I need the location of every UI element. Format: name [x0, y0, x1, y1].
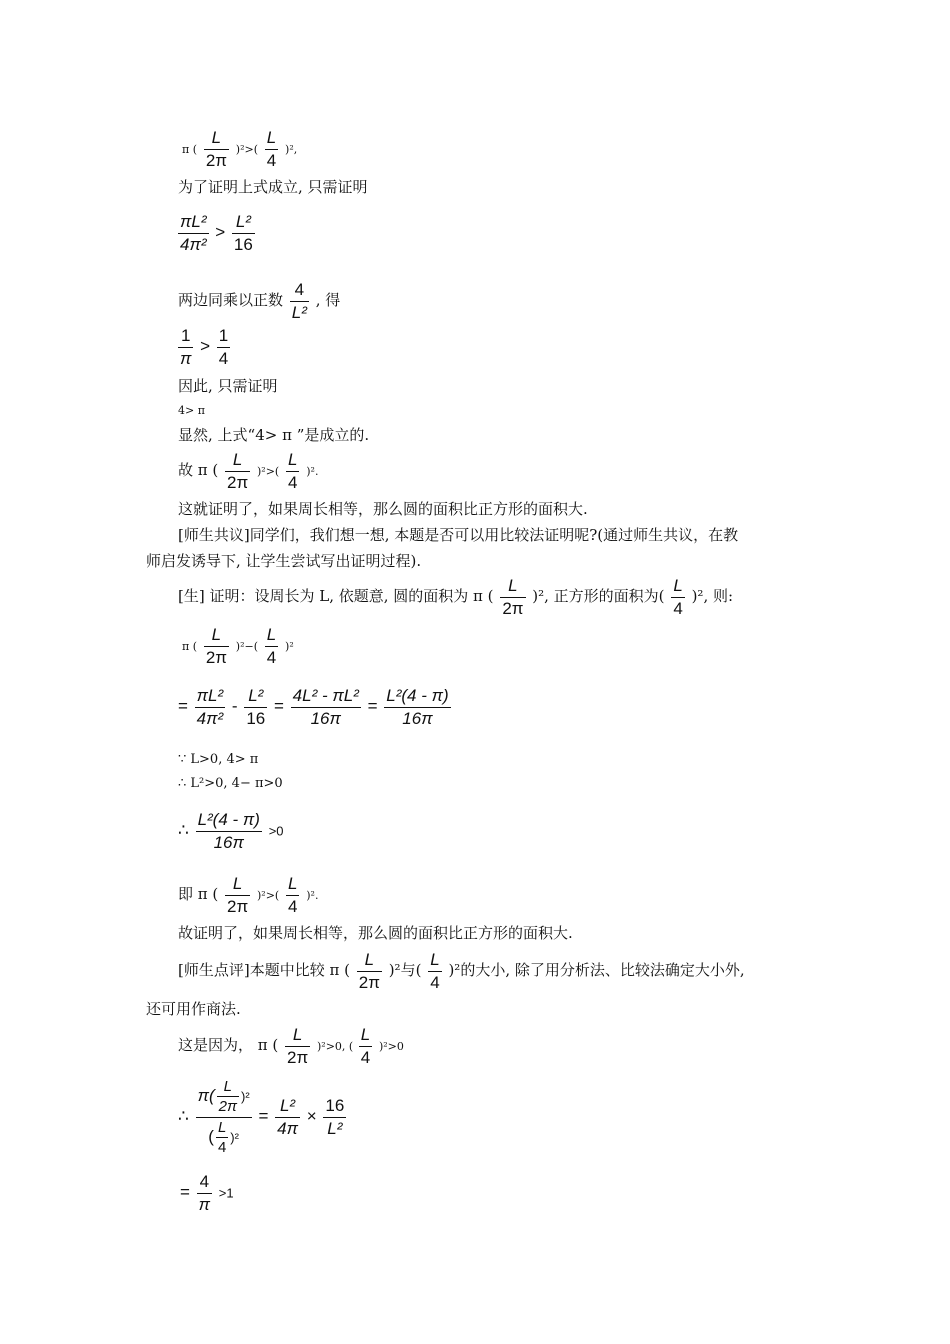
- text-line: [师生共议]同学们，我们想一想, 本题是否可以用比较法证明呢?(通过师生共议，在教: [178, 526, 739, 544]
- text-line: 4> π: [178, 404, 205, 417]
- compound-numerator: π( $\frac{L}{2\pi}$ )²: [196, 1078, 252, 1118]
- text-fragment: )², 则:: [691, 587, 734, 606]
- fraction: $\frac{L}{2\pi}$: [205, 625, 227, 667]
- text-fragment: >1: [218, 1185, 234, 1201]
- proof-line: [178, 576, 733, 618]
- text-fragment: )².: [306, 465, 319, 479]
- fraction: $\frac{1}{4}$: [218, 326, 229, 368]
- therefore-fraction-line: [178, 810, 284, 852]
- operator: ×: [306, 1106, 317, 1126]
- text-fragment: )².: [306, 889, 319, 903]
- text-fragment: )²,: [285, 143, 298, 157]
- fraction: $\frac{L}{4}$: [673, 576, 683, 618]
- text-fragment: )²>(: [257, 889, 280, 903]
- therefore-symbol: ∴: [178, 820, 189, 841]
- text-fragment: 这是因为， π (: [178, 1036, 279, 1055]
- text-line: 还可用作商法.: [146, 1000, 241, 1018]
- text-fragment: [师生点评]本题中比较 π (: [178, 961, 350, 980]
- operator: -: [231, 696, 238, 716]
- compound-denominator: ( $\frac{L}{4}$ )²: [208, 1118, 239, 1156]
- fraction: $\frac{L}{4}$: [430, 950, 440, 992]
- expansion-line: [178, 686, 453, 728]
- text-line: 故证明了，如果周长相等，那么圆的面积比正方形的面积大.: [178, 924, 573, 942]
- fraction: $\frac{1}{\pi}$: [180, 326, 192, 368]
- operator: =: [178, 696, 188, 716]
- text-fragment: )²与(: [388, 961, 422, 980]
- therefore-line: ∴ L²>0, 4− π>0: [178, 776, 283, 791]
- fraction: $\frac{L}{4}$: [288, 874, 298, 916]
- positivity-line: [178, 1025, 404, 1067]
- fraction: $\frac{\text{L²(4 - π)}}{16\pi}$: [386, 686, 449, 728]
- operator: =: [180, 1182, 190, 1202]
- fraction: $\frac{L}{2\pi}$: [227, 874, 249, 916]
- therefore-symbol: ∴: [178, 1106, 189, 1127]
- text-fragment: 两边同乘以正数: [178, 291, 284, 310]
- inequality-line-3: [176, 212, 257, 254]
- text-line: 因此, 只需证明: [178, 377, 278, 395]
- because-line: ∵ L>0, 4> π: [178, 752, 259, 767]
- operator: >: [215, 222, 226, 242]
- operator: >: [200, 336, 211, 356]
- comment-line: [178, 950, 745, 992]
- fraction: $\frac{L}{4}$: [266, 128, 277, 170]
- text-line: 显然, 上式“4> π ”是成立的.: [178, 426, 370, 444]
- fraction: $\frac{16}{\text{L²}}$: [325, 1095, 345, 1138]
- result-line: [178, 874, 318, 916]
- fraction: $\frac{\text{πL²}}{\text{4π²}}$: [196, 686, 224, 728]
- fraction: $\frac{L}{4}$: [266, 625, 277, 667]
- fraction: $\frac{\text{L²}}{16}$: [233, 212, 253, 254]
- operator: =: [258, 1106, 269, 1126]
- operator: =: [367, 696, 378, 716]
- fraction: $\frac{\text{L²}}{4\pi}$: [277, 1095, 298, 1138]
- text-with-fraction: [178, 280, 340, 322]
- fraction: $\frac{\text{L²}}{16}$: [246, 686, 266, 728]
- operator: =: [273, 696, 284, 716]
- text-fragment: 故 π (: [178, 461, 219, 480]
- text-fragment: )²>(: [257, 465, 280, 479]
- text-fragment: )²>0: [378, 1040, 404, 1054]
- fraction: $\frac{L}{2\pi}$: [227, 450, 249, 492]
- difference-line: [182, 625, 294, 667]
- fraction: $\frac{L}{4}$: [288, 450, 298, 492]
- text-fragment: π (: [182, 640, 198, 654]
- text-fragment: [生] 证明：设周长为 L, 依题意, 圆的面积为 π (: [178, 587, 494, 606]
- text-fragment: >0: [268, 823, 284, 839]
- text-fragment: )²−(: [235, 640, 258, 654]
- fraction: $\frac{L}{2\pi}$: [358, 950, 380, 992]
- text-fragment: )²>(: [235, 143, 258, 157]
- text-line: 为了证明上式成立, 只需证明: [178, 178, 368, 196]
- fraction: $\frac{L}{2\pi}$: [205, 128, 227, 170]
- fraction: $\frac{\text{4L² - πL²}}{16\pi}$: [292, 686, 359, 728]
- inequality-line-1: [182, 128, 297, 170]
- fraction: $\frac{L}{4}$: [360, 1025, 371, 1067]
- text-fragment: )²的大小, 除了用分析法、比较法确定大小外,: [448, 961, 745, 980]
- final-line: [180, 1172, 234, 1214]
- text-line: 师启发诱导下, 让学生尝试写出证明过程).: [146, 552, 422, 570]
- quotient-line: [178, 1078, 348, 1156]
- text-fragment: )²: [285, 640, 294, 654]
- text-fragment: )²>0, (: [317, 1040, 357, 1054]
- fraction: $\frac{L}{2\pi}$: [287, 1025, 309, 1067]
- text-line: 这就证明了，如果周长相等，那么圆的面积比正方形的面积大.: [178, 500, 588, 518]
- compound-fraction: [196, 1078, 252, 1156]
- fraction: $\frac{L}{2\pi}$: [502, 576, 524, 618]
- fraction: $\frac{\text{L²(4 - π)}}{16\pi}$: [197, 810, 260, 852]
- fraction: $\frac{4}{\text{L²}}$: [291, 280, 307, 322]
- conclusion-line: [178, 450, 318, 492]
- text-fragment: 即 π (: [178, 885, 219, 904]
- fraction: $\frac{\text{πL²}}{\text{4π²}}$: [180, 212, 207, 254]
- text-fragment: )², 正方形的面积为(: [532, 587, 665, 606]
- inequality-line-5: [176, 326, 232, 368]
- text-fragment: , 得: [315, 291, 341, 310]
- fraction: $\frac{4}{\pi}$: [198, 1172, 211, 1214]
- text-fragment: π (: [182, 143, 198, 157]
